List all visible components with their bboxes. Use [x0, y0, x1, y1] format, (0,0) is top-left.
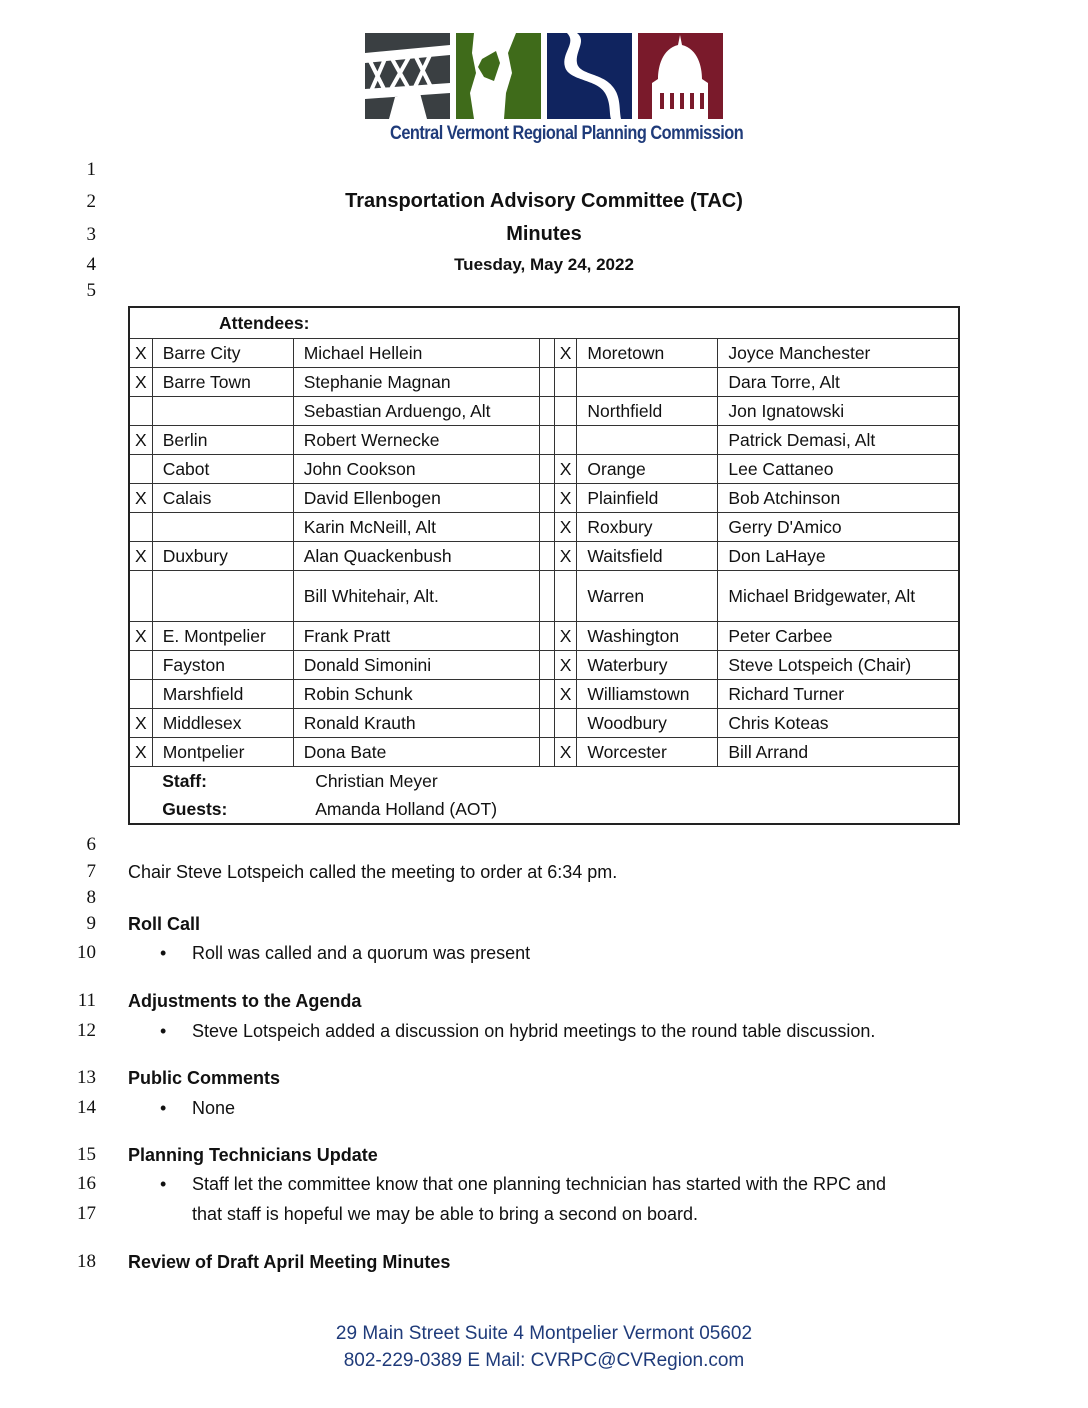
document-title: Transportation Advisory Committee (TAC): [345, 190, 743, 212]
present-mark: [129, 680, 152, 709]
table-row: [129, 622, 959, 651]
town-cell: [152, 513, 293, 542]
present-mark: X: [129, 709, 152, 738]
present-mark: [129, 651, 152, 680]
spacer-cell: [539, 571, 554, 622]
town-cell: Waterbury: [577, 651, 718, 680]
vermont-map-icon: [456, 33, 541, 119]
town-cell: Washington: [577, 622, 718, 651]
line-number: 15: [77, 1144, 96, 1165]
town-cell: Cabot: [152, 455, 293, 484]
town-cell: [152, 571, 293, 622]
spacer-cell: [539, 426, 554, 455]
present-mark: X: [554, 651, 577, 680]
member-cell: Robert Wernecke: [293, 426, 539, 455]
staff-label: Staff:: [162, 770, 207, 791]
call-to-order: Chair Steve Lotspeich called the meeting to order at 6:34 pm.: [128, 862, 618, 882]
attendees-header: Attendees:: [129, 307, 959, 339]
staff-value: Christian Meyer: [315, 770, 438, 791]
town-cell: [152, 397, 293, 426]
line-number: 7: [86, 861, 96, 882]
present-mark: [554, 709, 577, 738]
line-number: 12: [77, 1020, 96, 1041]
bullet-icon: •: [160, 943, 167, 963]
table-row: [129, 426, 959, 455]
town-cell: Marshfield: [152, 680, 293, 709]
member-cell: Dara Torre, Alt: [718, 368, 959, 397]
member-cell: Jon Ignatowski: [718, 397, 959, 426]
member-cell: Michael Bridgewater, Alt: [718, 571, 959, 622]
present-mark: X: [129, 542, 152, 571]
present-mark: X: [554, 339, 577, 368]
line-number: 9: [86, 913, 96, 934]
spacer-cell: [539, 709, 554, 738]
spacer-cell: [539, 622, 554, 651]
staff-row: [129, 767, 959, 796]
present-mark: X: [554, 680, 577, 709]
town-cell: Calais: [152, 484, 293, 513]
line-number: 10: [77, 942, 96, 963]
present-mark: X: [554, 542, 577, 571]
member-cell: Lee Cattaneo: [718, 455, 959, 484]
footer-contact: 802-229-0389 E Mail: CVRPC@CVRegion.com: [343, 1350, 745, 1371]
bullet-icon: •: [160, 1174, 167, 1194]
present-mark: X: [554, 484, 577, 513]
town-cell: [577, 426, 718, 455]
line-number: 11: [77, 990, 96, 1011]
member-cell: Bill Arrand: [718, 738, 959, 767]
line-number: 1: [86, 159, 96, 180]
present-mark: X: [129, 484, 152, 513]
section-heading: Review of Draft April Meeting Minutes: [128, 1252, 451, 1272]
spacer-cell: [539, 339, 554, 368]
present-mark: X: [129, 368, 152, 397]
spacer-cell: [539, 397, 554, 426]
table-row: [129, 484, 959, 513]
town-cell: Worcester: [577, 738, 718, 767]
bullet-text-continued: that staff is hopeful we may be able to bring a second on board.: [192, 1204, 698, 1224]
present-mark: [554, 368, 577, 397]
member-cell: Alan Quackenbush: [293, 542, 539, 571]
member-cell: Robin Schunk: [293, 680, 539, 709]
bullet-text: Steve Lotspeich added a discussion on hybrid meetings to the round table discussion.: [192, 1021, 876, 1041]
section-heading: Adjustments to the Agenda: [128, 991, 362, 1011]
present-mark: X: [129, 339, 152, 368]
town-cell: E. Montpelier: [152, 622, 293, 651]
line-number: 5: [86, 280, 96, 301]
org-name: Central Vermont Regional Planning Commission: [390, 123, 744, 144]
member-cell: Frank Pratt: [293, 622, 539, 651]
bullet-text: Staff let the committee know that one planning technician has started with the RPC and: [192, 1174, 887, 1194]
footer-address: 29 Main Street Suite 4 Montpelier Vermont 05602: [335, 1323, 753, 1344]
member-cell: Joyce Manchester: [718, 339, 959, 368]
member-cell: Dona Bate: [293, 738, 539, 767]
spacer-cell: [539, 484, 554, 513]
town-cell: Northfield: [577, 397, 718, 426]
line-number: 13: [77, 1067, 96, 1088]
cvrpc-logo: [365, 33, 744, 153]
table-row: [129, 709, 959, 738]
spacer-cell: [539, 513, 554, 542]
table-row: [129, 397, 959, 426]
town-cell: Plainfield: [577, 484, 718, 513]
member-cell: John Cookson: [293, 455, 539, 484]
line-number: 3: [86, 224, 96, 245]
meeting-date: Tuesday, May 24, 2022: [454, 255, 634, 274]
attendees-table: [128, 306, 960, 825]
present-mark: [129, 455, 152, 484]
member-cell: Michael Hellein: [293, 339, 539, 368]
guests-value: Amanda Holland (AOT): [315, 798, 498, 819]
line-number: 14: [77, 1097, 96, 1118]
spacer-cell: [539, 542, 554, 571]
town-cell: Woodbury: [577, 709, 718, 738]
present-mark: X: [554, 622, 577, 651]
line-number: 4: [86, 254, 96, 275]
town-cell: Waitsfield: [577, 542, 718, 571]
line-number: 16: [77, 1173, 96, 1194]
present-mark: [129, 397, 152, 426]
table-row: [129, 571, 959, 622]
member-cell: Bob Atchinson: [718, 484, 959, 513]
guests-label: Guests:: [162, 798, 228, 819]
line-number: 8: [86, 887, 96, 908]
spacer-cell: [539, 455, 554, 484]
capitol-dome-icon: [638, 33, 723, 119]
spacer-cell: [539, 368, 554, 397]
member-cell: Karin McNeill, Alt: [293, 513, 539, 542]
present-mark: [554, 397, 577, 426]
member-cell: Richard Turner: [718, 680, 959, 709]
bullet-text: Roll was called and a quorum was present: [192, 943, 531, 963]
town-cell: Moretown: [577, 339, 718, 368]
town-cell: Roxbury: [577, 513, 718, 542]
table-row: [129, 513, 959, 542]
town-cell: Barre Town: [152, 368, 293, 397]
member-cell: Bill Whitehair, Alt.: [293, 571, 539, 622]
spacer-cell: [539, 738, 554, 767]
member-cell: Chris Koteas: [718, 709, 959, 738]
member-cell: Gerry D'Amico: [718, 513, 959, 542]
bullet-icon: •: [160, 1021, 167, 1041]
town-cell: Duxbury: [152, 542, 293, 571]
present-mark: X: [129, 738, 152, 767]
present-mark: X: [554, 455, 577, 484]
table-row: [129, 368, 959, 397]
table-row: [129, 680, 959, 709]
member-cell: Don LaHaye: [718, 542, 959, 571]
spacer-cell: [539, 651, 554, 680]
present-mark: [554, 426, 577, 455]
bullet-icon: •: [160, 1098, 167, 1118]
town-cell: Fayston: [152, 651, 293, 680]
present-mark: X: [554, 513, 577, 542]
town-cell: [577, 368, 718, 397]
present-mark: X: [129, 426, 152, 455]
town-cell: Williamstown: [577, 680, 718, 709]
line-number: 6: [86, 834, 96, 855]
table-row: [129, 339, 959, 368]
member-cell: Donald Simonini: [293, 651, 539, 680]
member-cell: Steve Lotspeich (Chair): [718, 651, 959, 680]
town-cell: Barre City: [152, 339, 293, 368]
present-mark: X: [554, 738, 577, 767]
table-row: [129, 738, 959, 767]
section-heading: Roll Call: [128, 914, 201, 934]
bullet-text: None: [192, 1098, 236, 1118]
town-cell: Montpelier: [152, 738, 293, 767]
member-cell: Sebastian Arduengo, Alt: [293, 397, 539, 426]
present-mark: X: [129, 622, 152, 651]
line-number: 2: [86, 191, 96, 212]
table-row: [129, 542, 959, 571]
present-mark: [554, 571, 577, 622]
member-cell: David Ellenbogen: [293, 484, 539, 513]
document-subtitle: Minutes: [506, 223, 582, 245]
spacer-cell: [539, 680, 554, 709]
member-cell: Peter Carbee: [718, 622, 959, 651]
member-cell: Ronald Krauth: [293, 709, 539, 738]
bridge-icon: [365, 33, 450, 119]
member-cell: Patrick Demasi, Alt: [718, 426, 959, 455]
table-row: [129, 455, 959, 484]
guests-row: [129, 795, 959, 824]
town-cell: Berlin: [152, 426, 293, 455]
line-number: 17: [77, 1203, 96, 1224]
section-heading: Planning Technicians Update: [128, 1145, 378, 1165]
section-heading: Public Comments: [128, 1068, 281, 1088]
present-mark: [129, 571, 152, 622]
town-cell: Warren: [577, 571, 718, 622]
member-cell: Stephanie Magnan: [293, 368, 539, 397]
river-icon: [547, 33, 632, 119]
town-cell: Orange: [577, 455, 718, 484]
present-mark: [129, 513, 152, 542]
line-number: 18: [77, 1251, 96, 1272]
table-row: [129, 651, 959, 680]
town-cell: Middlesex: [152, 709, 293, 738]
